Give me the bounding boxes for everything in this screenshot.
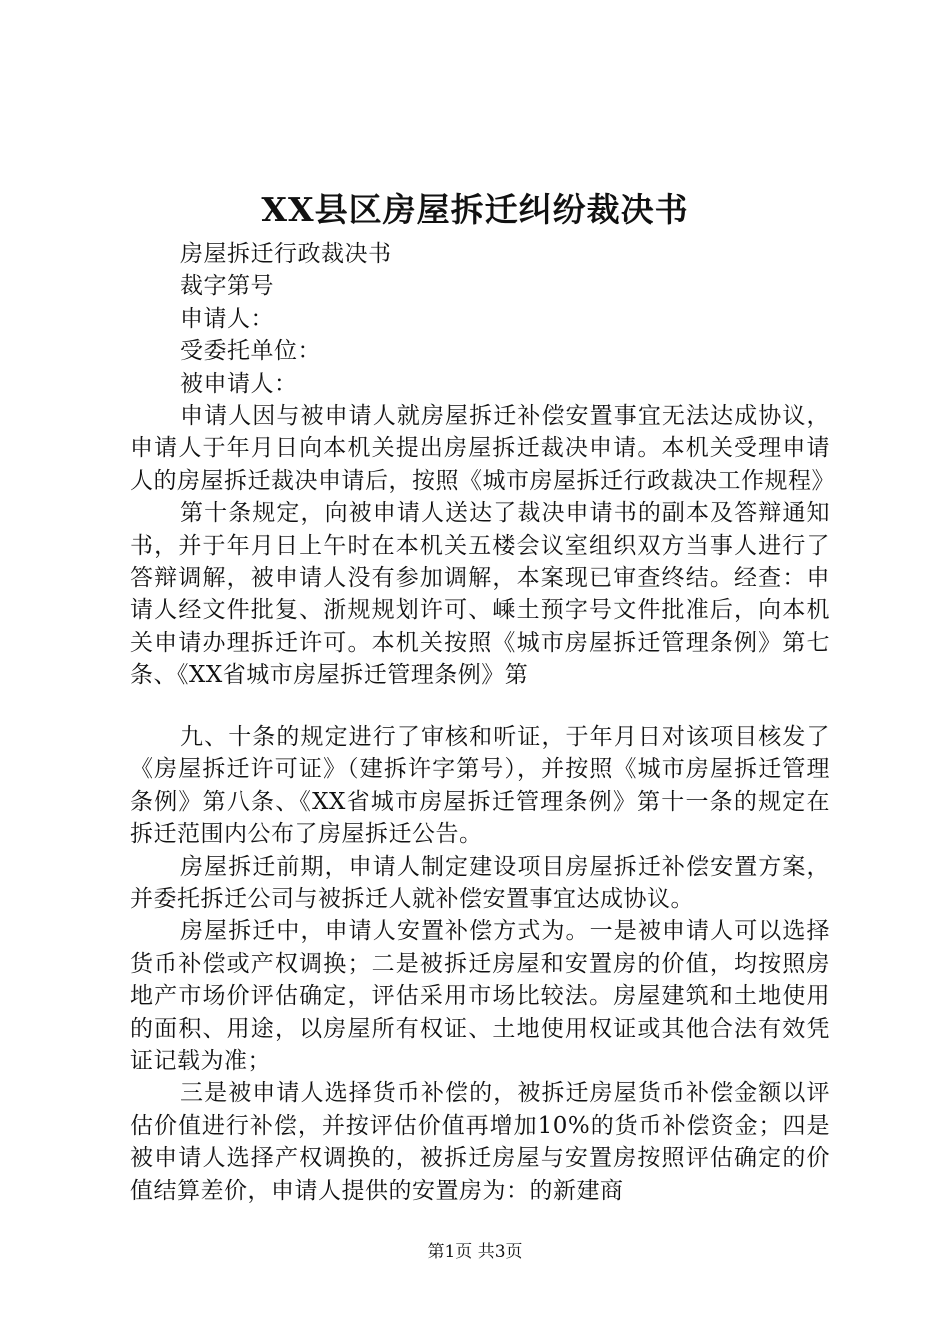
document-body-top — [130, 238, 835, 692]
header-line-decision-type: 房屋拆迁行政裁决书 — [180, 241, 392, 267]
header-line-entrusted-unit: 受委托单位： — [180, 338, 321, 365]
document-title: XX县区房屋拆迁纠纷裁决书 — [261, 190, 689, 229]
page-number-footer: 第1页 共3页 — [427, 1242, 523, 1262]
header-line-respondent: 被申请人： — [180, 370, 298, 397]
paragraph-monetary-compensation: 三是被申请人选择货币补偿的，被拆迁房屋货币补偿金额以评估价值进行补偿，并按评估价值再增加10%的货币补偿资金；四是被申请人选择产权调换的，被拆迁房屋与安置房按照评估确定的价值结算差价，申请人提供的安置房为：的新建商 — [130, 1080, 830, 1204]
paragraph-compensation-methods: 房屋拆迁中，申请人安置补偿方式为。一是被申请人可以选择货币补偿或产权调换；二是被拆迁房屋和安置房的价值，均按照房地产市场价评估确定，评估采用市场比较法。房屋建筑和土地使用的面积、用途，以房屋所有权证、土地使用权证或其他合法有效凭证记载为准； — [130, 918, 830, 1075]
paragraph-permit: 九、十条的规定进行了审核和听证，于年月日对该项目核发了《房屋拆迁许可证》（建拆许字第号），并按照《城市房屋拆迁管理条例》第八条、《XX省城市房屋拆迁管理条例》第十一条的规定在拆迁范围内公布了房屋拆迁公告。 — [130, 724, 830, 848]
paragraph-review-facts: 第十条规定，向被申请人送达了裁决申请书的副本及答辩通知书，并于年月日上午时在本机关五楼会议室组织双方当事人进行了答辩调解，被申请人没有参加调解，本案现已审查终结。经查：申请人经文件批复、浙规规划许可、嵊土预字号文件批准后，向本机关申请办理拆迁许可。本机关按照《城市房屋拆迁管理条例》第七条、《XX省城市房屋拆迁管理条例》第 — [130, 500, 830, 689]
header-line-case-number: 裁字第号 — [180, 273, 274, 300]
paragraph-application: 申请人因与被申请人就房屋拆迁补偿安置事宜无法达成协议，申请人于年月日向本机关提出房屋拆迁裁决申请。本机关受理申请人的房屋拆迁裁决申请后，按照《城市房屋拆迁行政裁决工作规程》 — [130, 403, 835, 494]
paragraph-preliminary: 房屋拆迁前期，申请人制定建设项目房屋拆迁补偿安置方案，并委托拆迁公司与被拆迁人就补偿安置事宜达成协议。 — [130, 853, 830, 913]
header-line-applicant: 申请人： — [180, 305, 274, 332]
document-body-bottom — [130, 721, 830, 1207]
